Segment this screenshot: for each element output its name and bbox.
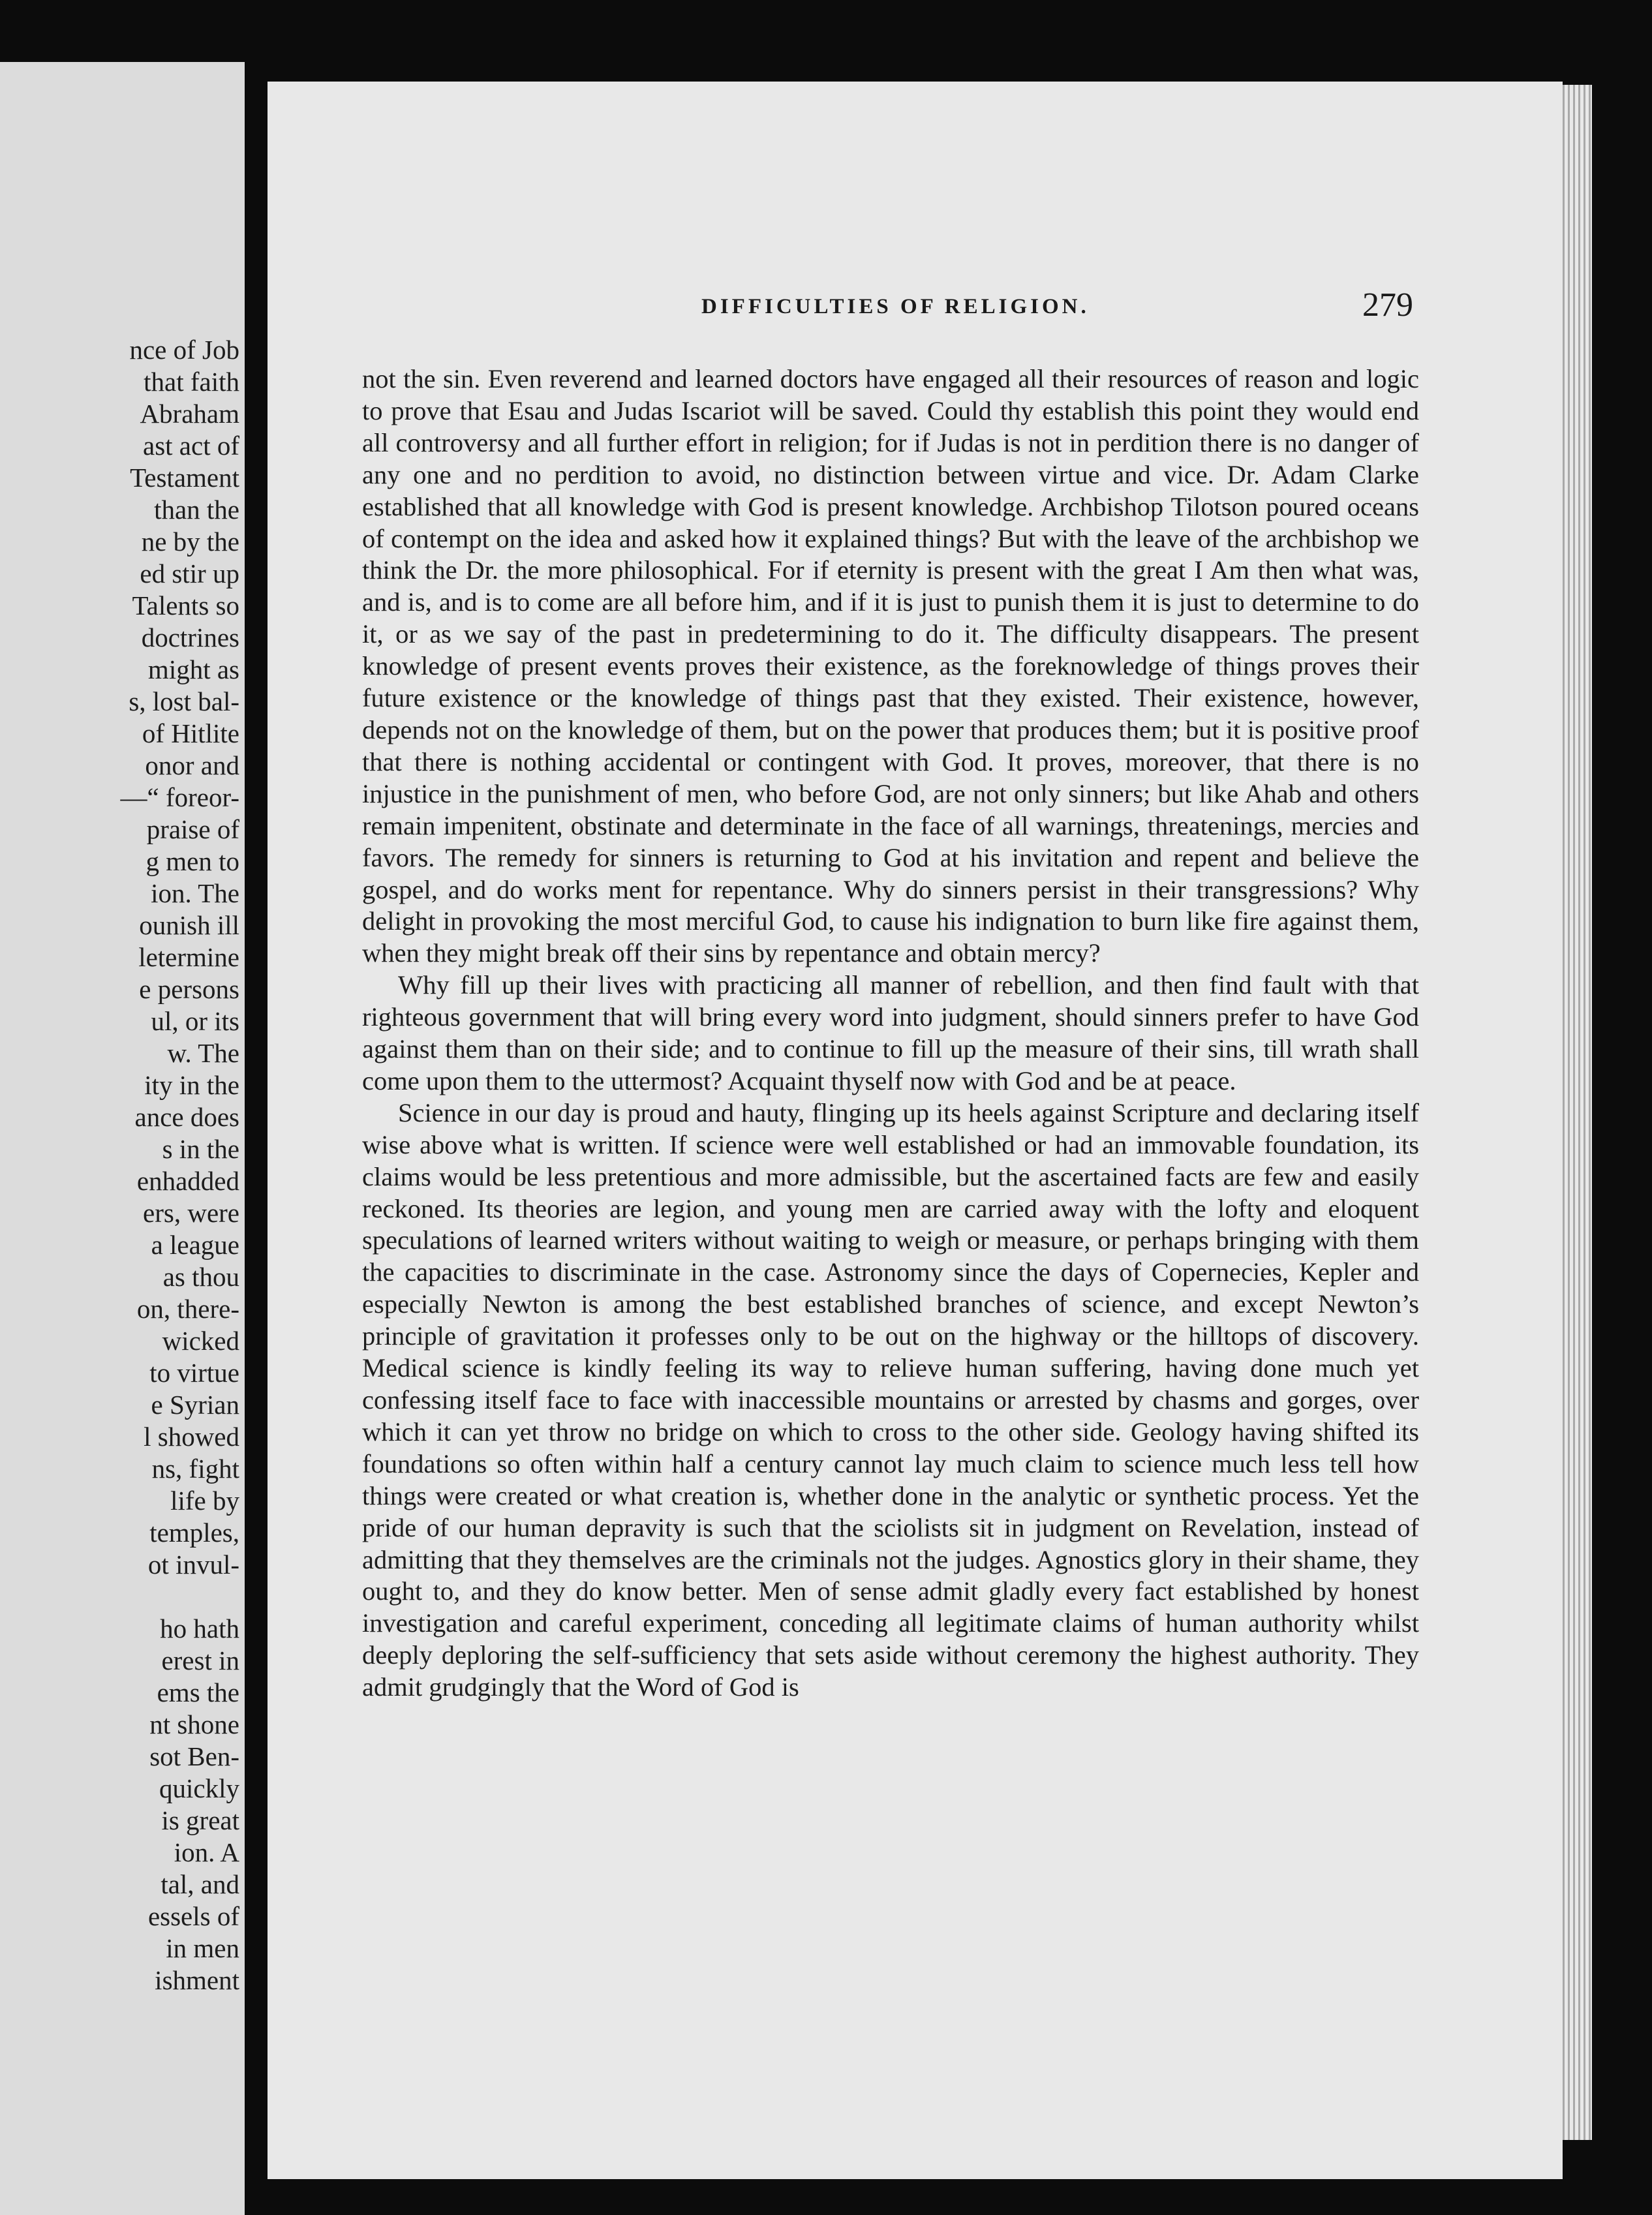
left-page-line: Testament (130, 463, 239, 493)
left-page-line: onor and (145, 750, 239, 780)
left-page-line: ast act of (143, 431, 239, 461)
left-page-line: l showed (144, 1422, 239, 1452)
left-page-line: ot invul- (147, 1550, 239, 1580)
left-page-line: might as (147, 654, 239, 684)
left-page-line: —“ foreor- (120, 782, 239, 812)
left-page-line: ho hath (160, 1613, 239, 1643)
left-page-line: enhadded (136, 1166, 239, 1196)
left-page-line: that faith (144, 367, 239, 397)
left-page-line: of Hitlite (142, 718, 239, 748)
left-page-line: ne by the (141, 527, 239, 557)
body-text (362, 363, 1419, 1703)
left-page-line: to virtue (149, 1358, 239, 1388)
left-page-line: temples, (149, 1518, 239, 1548)
left-page-line: Talents so (132, 590, 239, 620)
left-page-line: ion. A (174, 1837, 239, 1867)
left-page-line: tal, and (161, 1869, 239, 1899)
left-page-line: e Syrian (151, 1390, 239, 1420)
paragraph: not the sin. Even reverend and learned doctors have engaged all their resources of reason and logic to prove that Esau and Judas Iscariot will be saved. Could thy establish this point they would end all controversy and all further effort in religion; for if Judas is not in perdition there is no danger of any one and no perdition to avoid, no distinction between virtue and vice. Dr. Adam Clarke established that all knowledge with God is present knowledge. Archbishop Tilotson poured oceans of contempt on the idea and asked how it explained things? But with the leave of the archbishop we think the Dr. the more philosophical. For if eternity is present with the great I Am then what was, and is, and is to come are all before him, and if it is just to punish them it is just to determine to do it, or as we say of the past in predetermining to do it. The difficulty disappears. The present knowledge of present events proves their existence, as the foreknowledge of things proves their future existence or the knowledge of things past that they existed. Their existence, however, depends not on the knowledge of them, but on the power that produces them; but it is positive proof that there is nothing accidental or contingent with God. It proves, moreover, that there is no injustice in the punishment of men, who before God, are not only sinners; but like Ahab and others remain impenitent, obstinate and determinate in the face of all warnings, threatenings, mercies and favors. The remedy for sinners is returning to God at his invitation and repent and believe the gospel, and do works ment for repentance. Why do sinners persist in their transgressions? Why delight in provoking the most merciful God, to cause his indignation to burn like fire against them, when they might break off their sins by repentance and obtain mercy? (362, 364, 1419, 968)
left-page-line: quickly (159, 1773, 239, 1803)
running-header: DIFFICULTIES OF RELIGION. (701, 295, 1090, 318)
left-page-line: essels of (147, 1901, 239, 1931)
left-page-line: letermine (138, 942, 239, 972)
left-facing-page (0, 62, 245, 2215)
left-page-line: sot Ben- (149, 1741, 239, 1771)
left-page-line: s in the (162, 1134, 239, 1164)
left-page-line: nt shone (149, 1709, 239, 1739)
left-page-line: as thou (162, 1262, 239, 1292)
left-page-line: ed stir up (140, 558, 239, 588)
left-page-line: in men (166, 1933, 239, 1963)
left-page-line: ion. The (151, 878, 239, 908)
left-page-line: w. The (167, 1038, 239, 1068)
left-page-line: ul, or its (151, 1006, 239, 1036)
left-page-line: doctrines (141, 622, 239, 652)
left-page-line: s, lost bal- (129, 686, 239, 716)
left-page-line: wicked (162, 1326, 239, 1356)
left-page-line: e persons (139, 974, 239, 1004)
left-page-line: praise of (146, 814, 239, 844)
left-page-line: a league (151, 1230, 239, 1260)
left-page-line: than the (154, 495, 239, 525)
left-page-line: erest in (161, 1645, 239, 1675)
left-page-line: on, there- (136, 1294, 239, 1324)
left-page-line: is great (161, 1805, 239, 1835)
left-page-line: ounish ill (139, 910, 239, 940)
left-page-line: ems the (157, 1677, 239, 1707)
paragraph: Why fill up their lives with practicing all manner of rebellion, and then find fault with that righteous government that will bring every word into judgment, should sinners prefer to have God against them than on their side; and to continue to fill up the measure of their sins, till wrath shall come upon them to the uttermost? Acquaint thyself now with God and be at peace. (362, 970, 1419, 1095)
left-page-line: ishment (155, 1965, 239, 1995)
left-page-line: ers, were (143, 1198, 239, 1228)
paragraph: Science in our day is proud and hauty, flinging up its heels against Scripture and declaring itself wise above what is written. If science were well established or had an immovable foundation, its claims would be less pretentious and more admissible, but the ascertained facts are few and easily reckoned. Its theories are legion, and young men are carried away with the lofty and eloquent speculations of learned writers without waiting to weigh or measure, or perhaps bringing with them the capacities to discriminate in the case. Astronomy since the days of Copernecies, Kepler and especially Newton is among the best established branches of science, and except Newton’s principle of gravitation it professes only to be out on the highway or the hilltops of discovery. Medical science is kindly feeling its way to relieve human suffering, having done much yet confessing itself face to face with inaccessible mountains or arrested by chasms and gorges, over which it can yet throw no bridge on which to cross to the other side. Geology having shifted its foundations so often within half a century cannot lay much claim to science much less tell how things were created or what creation is, whether done in the analytic or synthetic process. Yet the pride of our human depravity is such that the sciolists sit in judgment on Revelation, instead of admitting that they themselves are the criminals not the judges. Agnostics glory in their shame, they ought to, and they do know better. Men of sense admit gladly every fact established by honest investigation and careful experiment, conceding all legitimate claims of human authority whilst deeply deploring the self-sufficiency that sets aside without ceremony the highest authority. They admit grudgingly that the Word of God is (362, 1097, 1419, 1702)
left-page-line: nce of Job (129, 335, 239, 365)
left-page-line: life by (170, 1486, 239, 1516)
page-number: 279 (1362, 286, 1413, 324)
left-page-line: ns, fight (151, 1454, 239, 1484)
left-page-line: g men to (145, 846, 239, 876)
left-page-line: ance does (134, 1102, 239, 1132)
left-page-line: ity in the (144, 1070, 239, 1100)
left-page-line: Abraham (140, 399, 239, 429)
